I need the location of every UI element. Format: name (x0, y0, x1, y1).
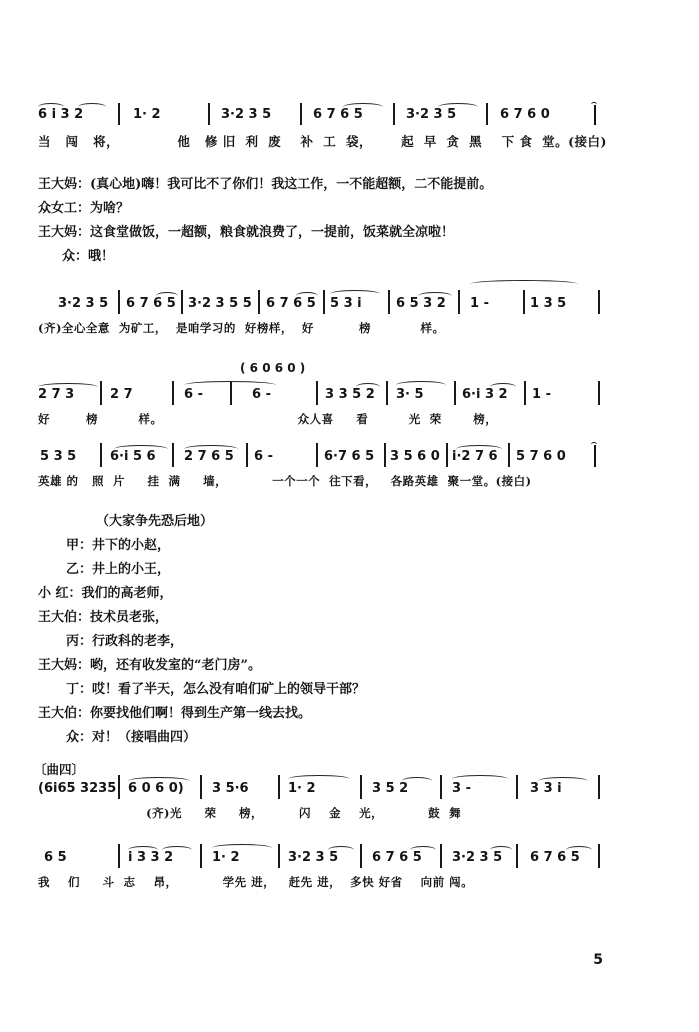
measure: 3 5 6 0 (390, 449, 440, 464)
slur (184, 381, 276, 389)
slur (212, 844, 272, 852)
measure: 3· 5 (396, 387, 424, 402)
barline (278, 844, 280, 868)
dialogue-line: 王大妈：这食堂做饭，一超额，粮食就浪费了，一提前，饭菜就全凉啦！ (38, 225, 455, 240)
slur (438, 103, 478, 111)
lyrics: 好 榜 样。 众人喜 看 光 荣 榜， (38, 412, 498, 426)
measure: 6 5 3 2 (396, 296, 446, 311)
barline (316, 381, 318, 405)
dialogue-line: 小 红：我们的高老师， (38, 586, 173, 601)
measure: 3 5·6 (212, 781, 249, 796)
barline (118, 775, 120, 799)
score-system-4 (38, 449, 610, 495)
slur (452, 775, 508, 783)
dialogue-line: 王大伯：你要找他们啊！得到生产第一线去找。 (38, 706, 312, 721)
barline (181, 290, 183, 314)
barline (516, 775, 518, 799)
grace-notes: ( 6 0 6 0 ) (240, 361, 306, 375)
measure: 2 7 6 5 (184, 449, 234, 464)
measure: 6 - (254, 449, 273, 464)
barline (598, 775, 600, 799)
slur (162, 846, 192, 854)
measure: 6·i 5 6 (110, 449, 156, 464)
dialogue-line: 乙：井上的小王， (66, 562, 171, 577)
slur (296, 292, 318, 300)
measure: 3·2 3 5 (406, 107, 457, 122)
measure: 6 i 3 2 (38, 107, 84, 122)
barline (360, 775, 362, 799)
barline (246, 443, 248, 467)
slur (128, 846, 158, 854)
slur (330, 290, 380, 298)
measure: 6 7 6 5 (372, 850, 422, 865)
slur (78, 103, 106, 111)
measure: 1 - (532, 387, 551, 402)
barline (440, 844, 442, 868)
fermata-barline (594, 445, 596, 467)
measure: 1· 2 (288, 781, 316, 796)
score-system-5 (38, 781, 610, 827)
dialogue-line: 王大妈：(真心地)嗨！我可比不了你们！我这工作，一不能超额，二不能提前。 (38, 177, 493, 192)
slur (38, 383, 98, 391)
barline (316, 443, 318, 467)
measure: 5 3 i (330, 296, 362, 311)
lyrics: 当 闯 将， 他 修 旧 利 废 补 工 袋， 起 早 贪 黑 下 食 堂。(接白) (38, 134, 607, 149)
slur (470, 280, 578, 288)
slur (356, 383, 380, 391)
lyrics: 我 们 斗 志 昂， 学先 进， 赶先 进， 多快 好省 向前 闯。 (38, 875, 474, 889)
slur (490, 846, 512, 854)
measure: 6 7 6 0 (500, 107, 550, 122)
barline (386, 381, 388, 405)
measure: 3 - (452, 781, 471, 796)
barline (118, 103, 120, 125)
slur (396, 381, 446, 389)
measure: 6 7 6 5 (313, 107, 363, 122)
barline (524, 381, 526, 405)
barline (508, 443, 510, 467)
measure: 6 7 6 5 (530, 850, 580, 865)
barline (118, 844, 120, 868)
barline (454, 381, 456, 405)
dialogue-line: 众女工：为啥？ (38, 201, 130, 216)
measure: i·2 7 6 (452, 449, 498, 464)
score-system-2 (38, 296, 610, 342)
barline (360, 844, 362, 868)
measure: 6·7 6 5 (324, 449, 375, 464)
measure: 1 - (470, 296, 489, 311)
slur (538, 777, 588, 785)
slur (184, 445, 238, 453)
measure: 1 3 5 (530, 296, 567, 311)
slur (402, 777, 432, 785)
measure: i 3 3 2 (128, 850, 174, 865)
fermata-barline (594, 105, 596, 125)
barline (446, 443, 448, 467)
measure: 3·2 3 5 (58, 296, 109, 311)
measure: 5 7 6 0 (516, 449, 566, 464)
slur (418, 292, 452, 300)
measure: 6 - (184, 387, 203, 402)
barline (384, 443, 386, 467)
dialogue-line: 众：对！（接唱曲四） (66, 730, 197, 745)
barline (118, 290, 120, 314)
measure: 6·i 3 2 (462, 387, 508, 402)
barline (323, 290, 325, 314)
measure: 2 7 3 (38, 387, 75, 402)
barline (598, 290, 600, 314)
slur (456, 445, 502, 453)
measure: 5 3 5 (40, 449, 77, 464)
barline (440, 775, 442, 799)
measure: 2 7 (110, 387, 133, 402)
barline (598, 844, 600, 868)
measure: 1· 2 (212, 850, 240, 865)
dialogue-line: 丁：哎！看了半天，怎么没有咱们矿上的领导干部？ (66, 682, 366, 697)
barline (300, 103, 302, 125)
dialogue-line: 丙：行政科的老李， (66, 634, 184, 649)
dialogue-line: 众：哦！ (62, 249, 115, 264)
barline (523, 290, 525, 314)
measure: 6 0 6 0) (128, 781, 184, 796)
dialogue-line: 王大伯：技术员老张， (38, 610, 169, 625)
barline (486, 103, 488, 125)
slur (38, 103, 64, 111)
measure: 6 7 6 5 (126, 296, 176, 311)
barline (200, 775, 202, 799)
slur (566, 846, 592, 854)
measure: 6 7 6 5 (266, 296, 316, 311)
barline (200, 844, 202, 868)
section-label: 〔曲四〕 (34, 762, 85, 777)
score-system-1 (38, 107, 610, 153)
barline (458, 290, 460, 314)
lyrics: 英雄 的 照 片 挂 满 墙， 一个一个 往下看， 各路英雄 聚一堂。(接白) (38, 474, 532, 488)
measure: 1· 2 (133, 107, 161, 122)
measure: 6 5 (44, 850, 67, 865)
barline (388, 290, 390, 314)
measure: 3·2 3 5 (221, 107, 272, 122)
dialogue-line: 甲：井下的小赵， (66, 538, 171, 553)
slur (114, 445, 168, 453)
slur (128, 777, 190, 785)
page-number: 5 (593, 952, 603, 968)
barline (100, 443, 102, 467)
measure: 3·2 3 5 (452, 850, 503, 865)
barline (172, 381, 174, 405)
score-system-3 (38, 361, 610, 433)
measure: 6 - (252, 387, 271, 402)
barline (208, 103, 210, 125)
slur (410, 846, 436, 854)
measure: (6i65 3235 (38, 781, 117, 796)
measure: 3 5 2 (372, 781, 409, 796)
barline (172, 443, 174, 467)
barline (258, 290, 260, 314)
dialogue-line: 王大妈：哟，还有收发室的“老门房”。 (38, 658, 261, 673)
slur (490, 383, 516, 391)
measure: 3 3 5 2 (325, 387, 375, 402)
barline (278, 775, 280, 799)
barline (393, 103, 395, 125)
lyrics: (齐)全心全意 为矿工， 是咱学习的 好榜样， 好 榜 样。 (38, 321, 445, 335)
slur (343, 103, 383, 111)
measure: 3·2 3 5 (288, 850, 339, 865)
slur (156, 292, 178, 300)
measure: 3 3 i (530, 781, 562, 796)
slur (288, 775, 350, 783)
slur (328, 846, 354, 854)
score-system-6 (38, 850, 610, 896)
barline (598, 381, 600, 405)
lyrics: (齐)光 荣 榜， 闪 金 光， 鼓 舞 (38, 806, 462, 820)
barline (100, 381, 102, 405)
measure: 3·2 3 5 5 (188, 296, 252, 311)
barline (516, 844, 518, 868)
stage-direction: （大家争先恐后地） (96, 514, 214, 529)
